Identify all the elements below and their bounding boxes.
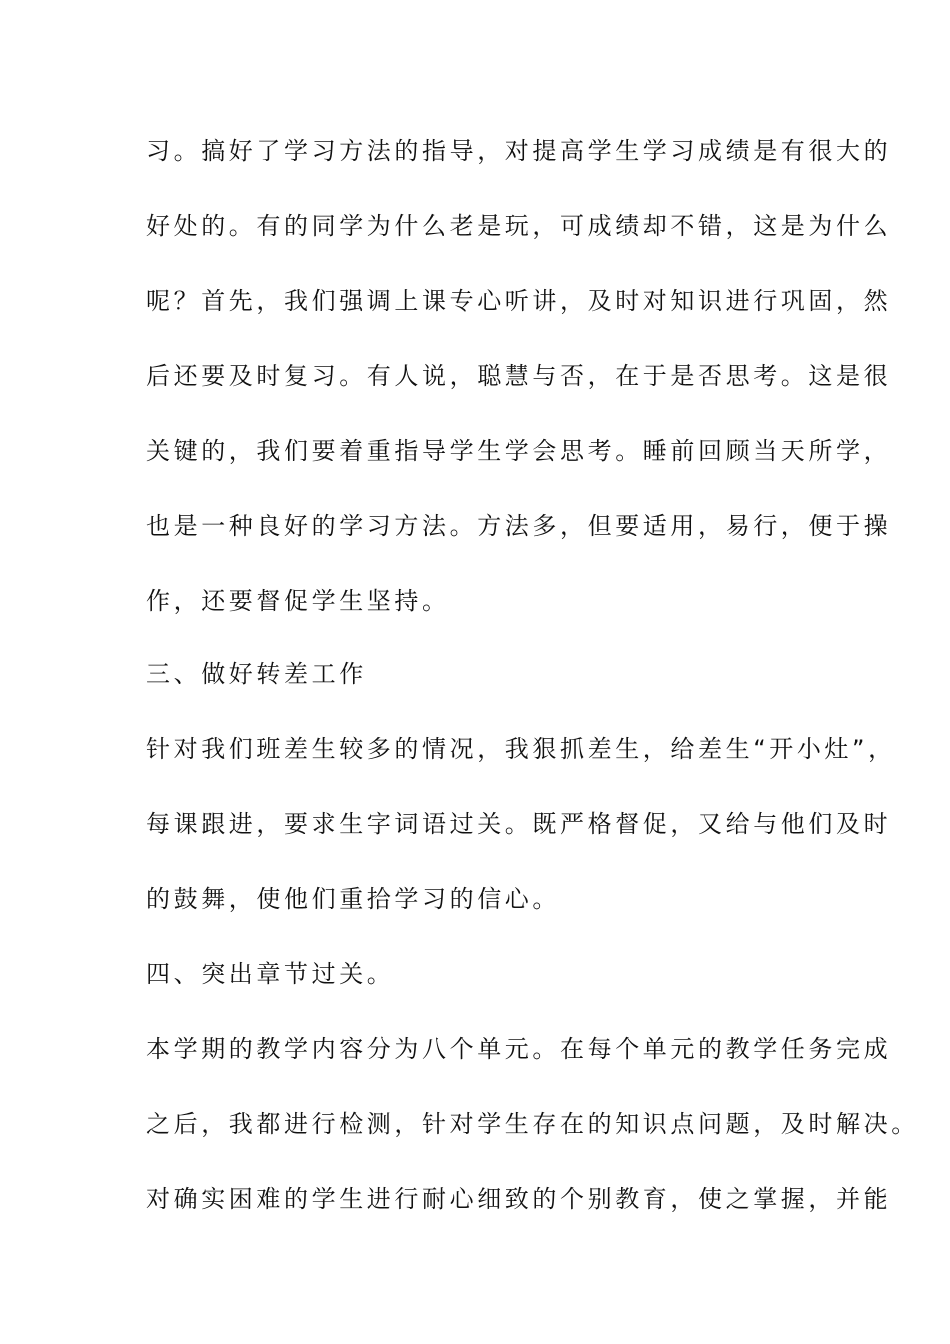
text-line: 针对我们班差生较多的情况，我狠抓差生，给差生“开小灶”， bbox=[146, 735, 896, 763]
text-line: 的鼓舞，使他们重拾学习的信心。 bbox=[146, 885, 560, 913]
text-line: 本学期的教学内容分为八个单元。在每个单元的教学任务完成 bbox=[146, 1035, 892, 1063]
text-line: 好处的。有的同学为什么老是玩，可成绩却不错，这是为什么 bbox=[146, 212, 892, 240]
text-line: 呢？首先，我们强调上课专心听讲，及时对知识进行巩固，然 bbox=[146, 287, 892, 315]
text-line: 后还要及时复习。有人说，聪慧与否，在于是否思考。这是很 bbox=[146, 362, 892, 390]
text-line: 关键的，我们要着重指导学生学会思考。睡前回顾当天所学， bbox=[146, 437, 892, 465]
text-line: 作，还要督促学生坚持。 bbox=[146, 587, 450, 615]
text-line: 习。搞好了学习方法的指导，对提高学生学习成绩是有很大的 bbox=[146, 137, 892, 165]
section-heading: 四、突出章节过关。 bbox=[146, 960, 395, 988]
text-line: 也是一种良好的学习方法。方法多，但要适用，易行，便于操 bbox=[146, 512, 892, 540]
text-line: 之后，我都进行检测，针对学生存在的知识点问题，及时解决。 bbox=[146, 1110, 919, 1138]
text-line: 对确实困难的学生进行耐心细致的个别教育，使之掌握，并能 bbox=[146, 1185, 892, 1213]
text-line: 每课跟进，要求生字词语过关。既严格督促，又给与他们及时 bbox=[146, 810, 892, 838]
section-heading: 三、做好转差工作 bbox=[146, 660, 367, 688]
